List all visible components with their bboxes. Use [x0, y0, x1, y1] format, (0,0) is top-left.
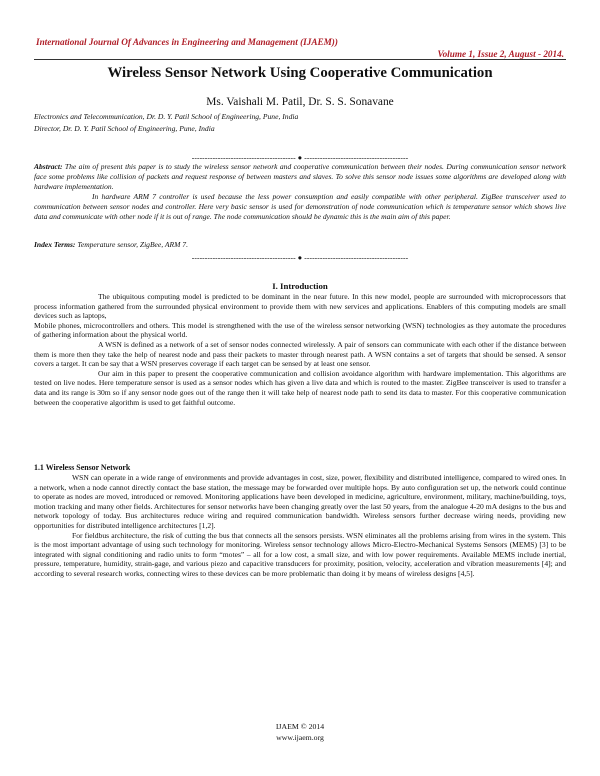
index-terms-label: Index Terms:	[34, 240, 76, 249]
journal-name: International Journal Of Advances in Engineering and Management (IJAEM))	[36, 37, 338, 47]
separator-top: ---------------------------------------- ● ----------------------------------------	[191, 153, 409, 162]
affiliation-2: Director, Dr. D. Y. Patil School of Engineering, Pune, India	[34, 124, 215, 133]
intro-paragraph-1: The ubiquitous computing model is predicted to be dominant in the near future. In this new model, people are surrounded with microprocessors that process information gathered from the surrounded physical environment to provide them with new services and applications. Enablers of this computing models are small devices such as laptops,	[34, 292, 566, 321]
footer-copyright: IJAEM © 2014	[275, 722, 325, 731]
footer-website: www.ijaem.org	[276, 733, 324, 742]
abstract	[34, 162, 566, 222]
wsn-paragraph-2: For fieldbus architecture, the risk of cutting the bus that connects all the sensors persists. WSN eliminates all the problems arising from wires in the system. This is the most important advantage of using such technology for monitoring. Wireless sensor technology allows Micro-Electro-Mechanical Systems Sensors (MEMS) [3] to be integrated with signal conditioning and radio units to form “motes” – all for a low cost, a small size, and with low power requirements. Available MEMS include inertial, pressure, temperature, humidity, strain-gage, and various piezo and capacitive transducers for proximity, position, velocity, acceleration and vibration measurements [4]; and according to several research works, connecting wires to these devices can be more problematic than doing it by means of wireless designs [4,5].	[34, 530, 566, 578]
intro-paragraph-3: A WSN is defined as a network of a set of sensor nodes connected wirelessly. A pair of sensors can communicate with each other if the distance between them is more then they take the help of nearest node and pass their packets to master through nearest path. A WSN contains a set of targets that should be sensed. A sensor covers a target. It can be say that a WSN preserves coverage if each target can be sensed by at least one sensor.	[34, 339, 566, 369]
paper-authors: Ms. Vaishali M. Patil, Dr. S. S. Sonavane	[206, 96, 394, 108]
intro-paragraph-4: Our aim in this paper to present the cooperative communication and collision avoidance algorithm with hardware implementation. This algorithms are tested on live nodes. Here temperature sensor is used as a sensor nodes which has given a live data and which is routed to the master. ZigBee transceiver is used to transfer a data and its range is 30m so if any sensor node goes out of the range then it will take help of nearest node path to send its data to master. For this cooperative communication between the cooperative algorithm is used to get faithful outcome.	[34, 368, 566, 407]
paper-title: Wireless Sensor Network Using Cooperative Communication	[107, 65, 493, 81]
separator-bottom: ---------------------------------------- ● ----------------------------------------	[191, 253, 409, 262]
affiliation-1: Electronics and Telecommunication, Dr. D. Y. Patil School of Engineering, Pune, India	[34, 112, 299, 121]
section-heading-introduction: I. Introduction	[272, 281, 328, 291]
wsn-paragraph-1: WSN can operate in a wide range of environments and provide advantages in cost, size, power, flexibility and distributed intelligence, compared to wired ones. In a network, when a node cannot directly contact the base station, the message may be forwarded over multiple hops. By auto configuration set up, the network could continue to operate as nodes are moved, introduced or removed. Monitoring applications have been developed in medicine, agriculture, environment, military, machine/building, toys, motion tracking and many other fields. Architectures for sensor networks have been changing greatly over the last 50 years, from the analogue 4-20 mA designs to the bus and network topology of today. Bus architectures reduce wiring and required communication bandwidth. Wireless sensors further decrease wiring needs, providing new opportunities for distributed intelligence architectures [1,2].	[34, 473, 566, 530]
abstract-paragraph-1	[34, 162, 566, 192]
index-terms	[34, 240, 188, 249]
wsn-body	[34, 473, 566, 579]
abstract-label: Abstract:	[34, 162, 63, 171]
index-terms-text: Temperature sensor, ZigBee, ARM 7.	[75, 240, 188, 249]
header-rule	[34, 59, 566, 60]
intro-paragraph-2: Mobile phones, microcontrollers and others. This model is strengthened with the use of the wireless sensor networking (WSN) technologies as they automate the procedures of gathering information about the physical world.	[34, 320, 566, 340]
abstract-paragraph-2: In hardware ARM 7 controller is used because the less power consumption and easily compatible with other peripheral. ZigBee transceiver used to communication between sensor nodes and controller. Here very basic sensor is used for demonstration of node communication which is temperature sensor which shows live data and communicate with other node if it is out of range. The node communication should be dynamic this is the main aim of this paper.	[34, 192, 566, 221]
introduction-body	[34, 292, 566, 407]
volume-issue: Volume 1, Issue 2, August - 2014.	[437, 49, 564, 59]
abstract-text-1: The aim of present this paper is to study the wireless sensor network and cooperative communication between their nodes. During communication sensor network face some problems like collision of packets and request response of between masters and slaves. To solve this sensor node issues some algorithms are developed along with hardware implementation.	[34, 162, 566, 191]
subsection-heading-wsn: 1.1 Wireless Sensor Network	[34, 463, 131, 472]
